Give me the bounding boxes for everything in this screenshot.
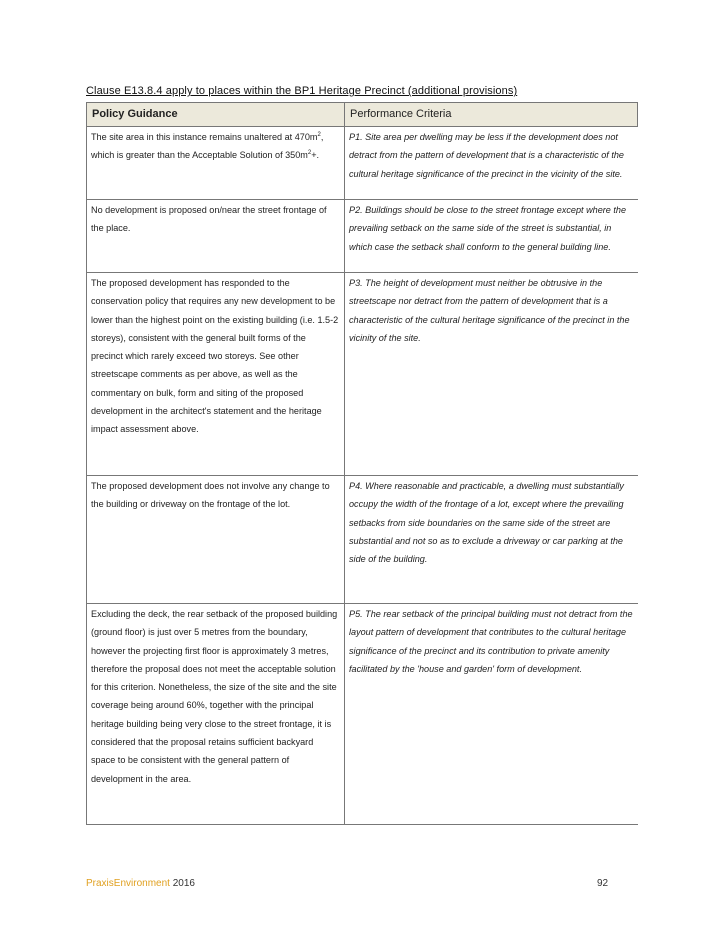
superscript: 2 xyxy=(317,132,321,138)
brand-name: PraxisEnvironment xyxy=(86,878,170,889)
table-row xyxy=(87,604,638,825)
footer-year: 2016 xyxy=(172,878,195,889)
guidance-cell: The proposed development does not involve any change to the building or driveway on the frontage of the lot. xyxy=(87,476,345,604)
header-performance-criteria: Performance Criteria xyxy=(345,103,638,127)
table-row xyxy=(87,273,638,476)
table-header-row xyxy=(87,103,638,127)
guidance-cell xyxy=(87,127,345,200)
guidance-cell: The proposed development has responded to the conservation policy that requires any new development to be lower than the highest point on the existing building (i.e. 1.5-2 storeys), consistent with the general built forms of the precinct which rarely exceed two storeys. See other streetscape comments as per above, as well as the commentary on bulk, form and siting of the proposed development in the architect's statement and the heritage impact assessment above. xyxy=(87,273,345,476)
clause-heading: Clause E13.8.4 apply to places within the BP1 Heritage Precinct (additional provisions) xyxy=(86,85,518,97)
guidance-cell: No development is proposed on/near the street frontage of the place. xyxy=(87,200,345,273)
criteria-cell: P5. The rear setback of the principal building must not detract from the layout pattern of development that contributes to the cultural heritage significance of the precinct and its contribution to private amenity facilitated by the 'house and garden' form of development. xyxy=(345,604,638,825)
table-row xyxy=(87,127,638,200)
criteria-cell: P3. The height of development must neither be obtrusive in the streetscape nor detract from the pattern of development that is a characteristic of the cultural heritage significance of the precinct in the vicinity of the site. xyxy=(345,273,638,476)
criteria-cell: P1. Site area per dwelling may be less if the development does not detract from the pattern of development that is a characteristic of the cultural heritage significance of the precinct in the vicinity of the site. xyxy=(345,127,638,200)
superscript: 2 xyxy=(307,150,312,157)
guidance-text: , which is greater than the Acceptable Solution of 350m xyxy=(91,132,324,161)
criteria-cell: P4. Where reasonable and practicable, a dwelling must substantially occupy the width of the frontage of a lot, except where the prevailing setbacks from side boundaries on the same side of the street are substantial and not so as to exclude a driveway or car parking at the side of the building. xyxy=(345,476,638,604)
guidance-text: +. xyxy=(311,150,320,161)
guidance-cell: Excluding the deck, the rear setback of the proposed building (ground floor) is just over 5 metres from the boundary, however the projecting first floor is approximately 3 metres, therefore the proposal does not meet the acceptable solution for this criterion. Nonetheless, the size of the site and the site coverage being around 60%, together with the principal heritage building being very close to the street frontage, it is considered that the proposal retains sufficient backyard space to be consistent with the general pattern of development in the area. xyxy=(87,604,345,825)
table-row xyxy=(87,476,638,604)
criteria-cell: P2. Buildings should be close to the street frontage except where the prevailing setback on the same side of the street is substantial, in which case the setback shall conform to the general building line. xyxy=(345,200,638,273)
guidance-text: The site area in this instance remains unaltered at 470m xyxy=(91,132,318,142)
footer-brand xyxy=(86,878,195,889)
header-policy-guidance: Policy Guidance xyxy=(87,103,345,127)
table-row xyxy=(87,200,638,273)
policy-table xyxy=(86,102,638,825)
page-number: 92 xyxy=(597,878,609,889)
